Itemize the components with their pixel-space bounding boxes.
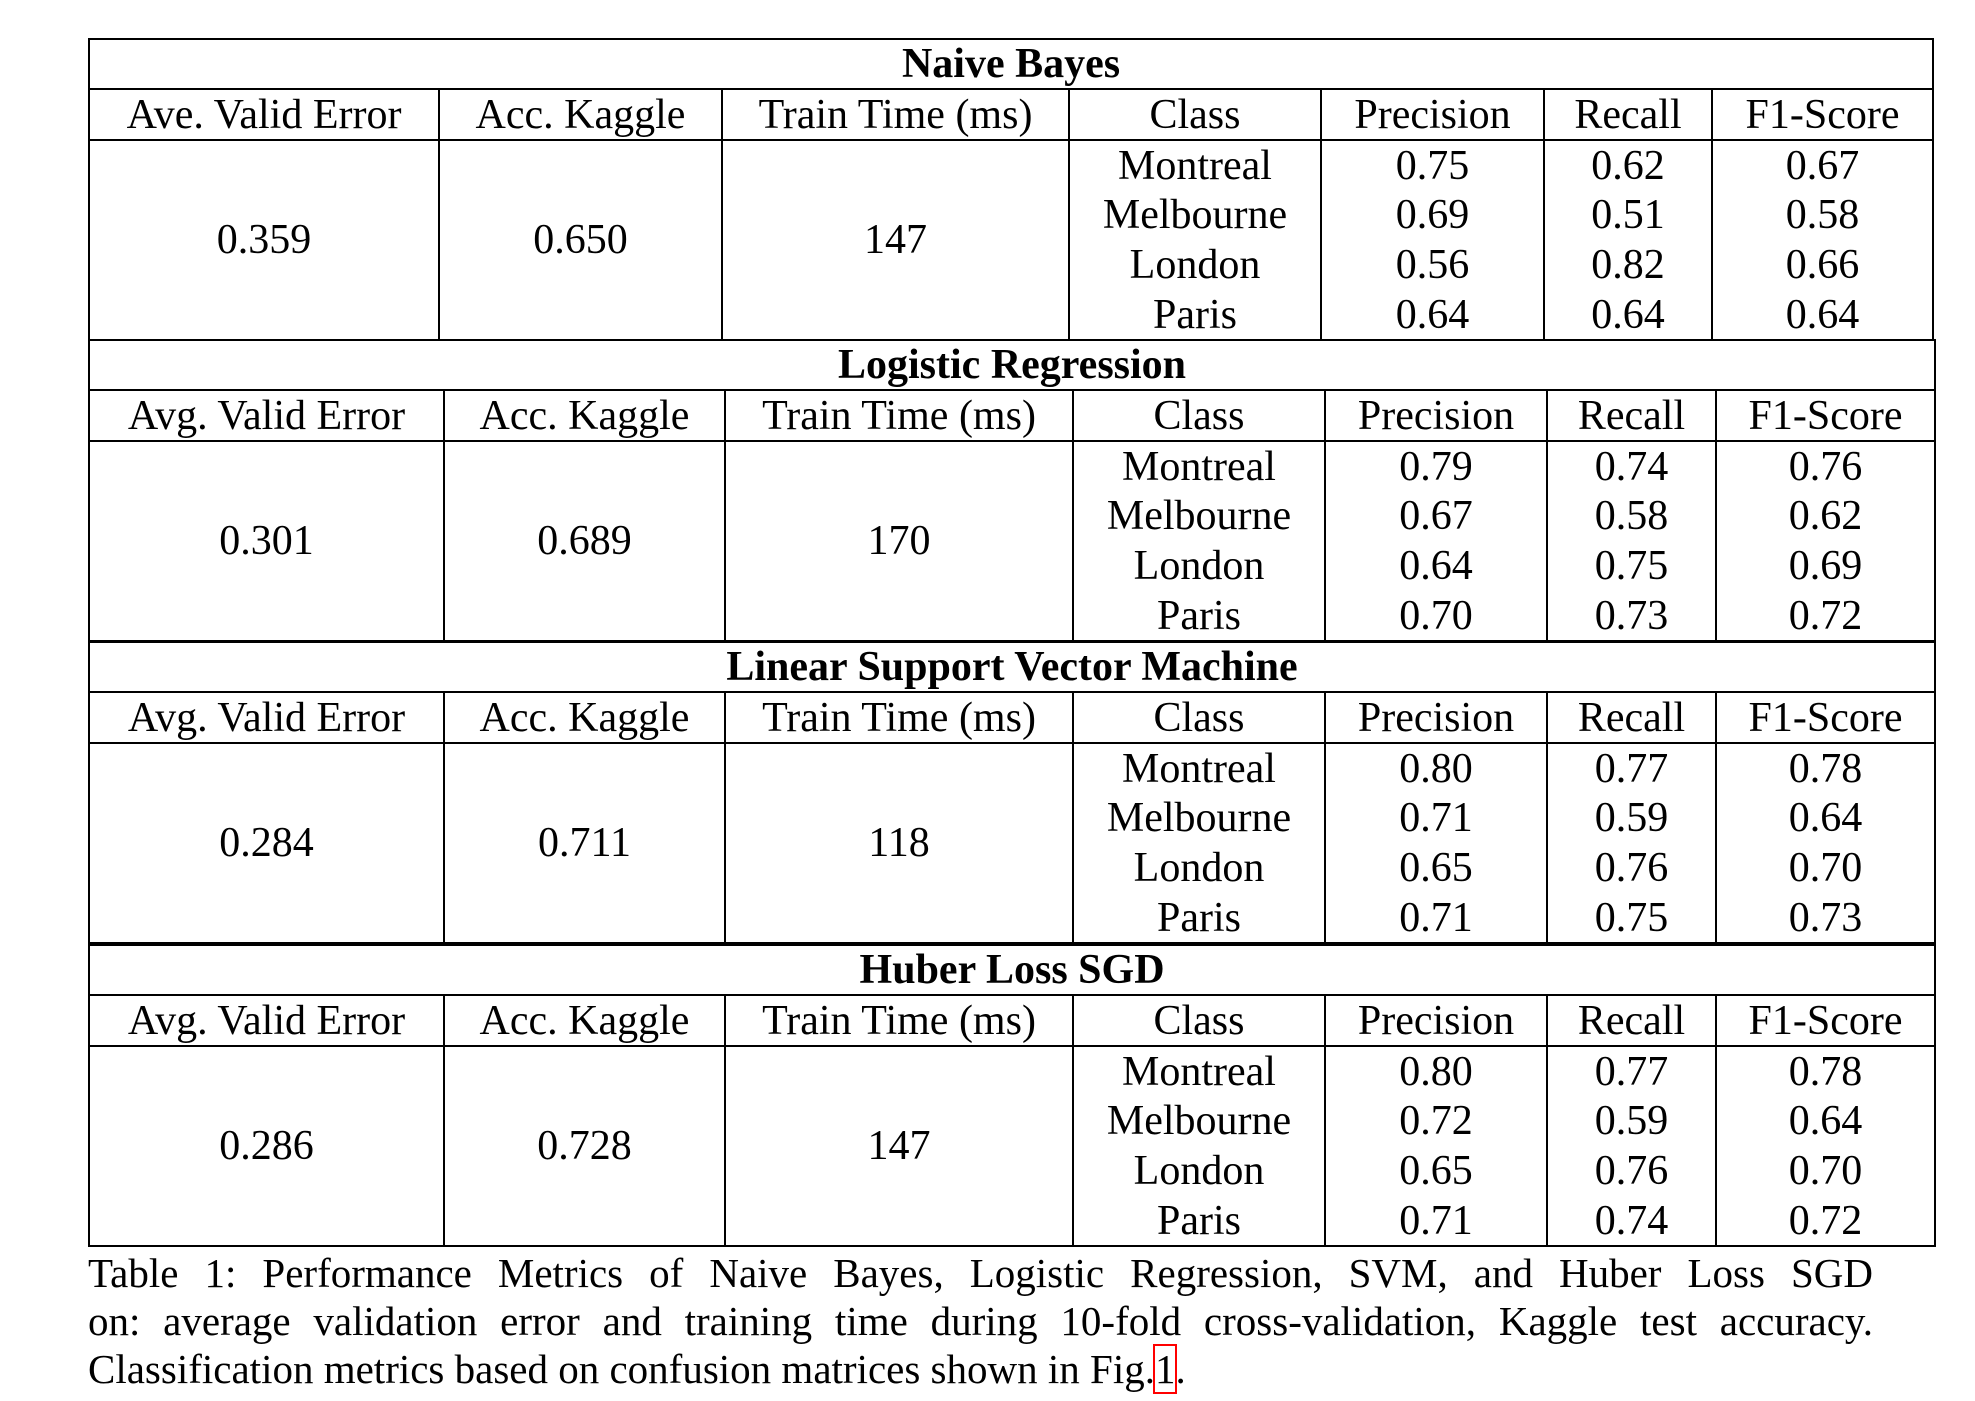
class-cell: Melbourne <box>1073 491 1325 541</box>
f1-score-cell: 0.66 <box>1712 240 1933 290</box>
figure-reference-link[interactable]: 1 <box>1154 1346 1176 1392</box>
f1-score-cell: 0.64 <box>1716 1096 1935 1146</box>
f1-score-cell: 0.69 <box>1716 541 1935 591</box>
col-header-class: Class <box>1069 89 1321 140</box>
class-cell: Montreal <box>1073 1046 1325 1096</box>
caption-line: on: average validation error and training time during 10-fold cross-validation, Kaggle test accuracy. <box>88 1298 1873 1344</box>
f1-score-cell: 0.62 <box>1716 491 1935 541</box>
f1-score-cell: 0.70 <box>1716 1146 1935 1196</box>
avg-valid-error-value: 0.359 <box>89 140 439 340</box>
recall-cell: 0.77 <box>1547 1046 1716 1096</box>
precision-cell: 0.65 <box>1325 843 1547 893</box>
table-row <box>89 441 1935 491</box>
recall-cell: 0.76 <box>1547 843 1716 893</box>
col-header-precision: Precision <box>1321 89 1544 140</box>
col-header-acc-kaggle: Acc. Kaggle <box>444 995 725 1046</box>
caption-line-text: Classification metrics based on confusion matrices shown in Fig. <box>88 1346 1155 1392</box>
avg-valid-error-value: 0.286 <box>89 1046 444 1246</box>
col-header-precision: Precision <box>1325 692 1547 743</box>
class-cell: Paris <box>1069 290 1321 340</box>
col-header-class: Class <box>1073 390 1325 441</box>
col-header-f1-score: F1-Score <box>1716 692 1935 743</box>
recall-cell: 0.75 <box>1547 541 1716 591</box>
recall-cell: 0.77 <box>1547 743 1716 793</box>
class-cell: Paris <box>1073 591 1325 641</box>
recall-cell: 0.59 <box>1547 793 1716 843</box>
train-time-value: 170 <box>725 441 1073 641</box>
col-header-class: Class <box>1073 692 1325 743</box>
col-header-acc-kaggle: Acc. Kaggle <box>444 692 725 743</box>
class-cell: London <box>1073 1146 1325 1196</box>
precision-cell: 0.64 <box>1321 290 1544 340</box>
col-header-recall: Recall <box>1547 692 1716 743</box>
class-cell: Melbourne <box>1073 1096 1325 1146</box>
recall-cell: 0.58 <box>1547 491 1716 541</box>
recall-cell: 0.59 <box>1547 1096 1716 1146</box>
class-cell: Montreal <box>1069 140 1321 190</box>
col-header-class: Class <box>1073 995 1325 1046</box>
recall-cell: 0.62 <box>1544 140 1712 190</box>
col-header-precision: Precision <box>1325 995 1547 1046</box>
col-header-acc-kaggle: Acc. Kaggle <box>444 390 725 441</box>
train-time-value: 147 <box>725 1046 1073 1246</box>
class-cell: Montreal <box>1073 743 1325 793</box>
f1-score-cell: 0.64 <box>1712 290 1933 340</box>
col-header-recall: Recall <box>1547 995 1716 1046</box>
table-title: Logistic Regression <box>89 340 1935 390</box>
col-header-avg-valid-error: Avg. Valid Error <box>89 692 444 743</box>
class-cell: Melbourne <box>1073 793 1325 843</box>
acc-kaggle-value: 0.689 <box>444 441 725 641</box>
precision-cell: 0.64 <box>1325 541 1547 591</box>
precision-cell: 0.80 <box>1325 743 1547 793</box>
col-header-f1-score: F1-Score <box>1716 390 1935 441</box>
precision-cell: 0.71 <box>1325 893 1547 943</box>
precision-cell: 0.71 <box>1325 1196 1547 1246</box>
f1-score-cell: 0.73 <box>1716 893 1935 943</box>
naive-bayes-table <box>88 38 1934 341</box>
table-row <box>89 743 1935 793</box>
f1-score-cell: 0.76 <box>1716 441 1935 491</box>
col-header-recall: Recall <box>1547 390 1716 441</box>
f1-score-cell: 0.72 <box>1716 1196 1935 1246</box>
precision-cell: 0.71 <box>1325 793 1547 843</box>
train-time-value: 118 <box>725 743 1073 943</box>
table-title: Huber Loss SGD <box>89 945 1935 995</box>
precision-cell: 0.75 <box>1321 140 1544 190</box>
f1-score-cell: 0.67 <box>1712 140 1933 190</box>
precision-cell: 0.56 <box>1321 240 1544 290</box>
col-header-train-time: Train Time (ms) <box>722 89 1069 140</box>
col-header-f1-score: F1-Score <box>1716 995 1935 1046</box>
f1-score-cell: 0.64 <box>1716 793 1935 843</box>
col-header-acc-kaggle: Acc. Kaggle <box>439 89 722 140</box>
table-row <box>89 1046 1935 1096</box>
col-header-f1-score: F1-Score <box>1712 89 1933 140</box>
precision-cell: 0.70 <box>1325 591 1547 641</box>
caption-line: Table 1: Performance Metrics of Naive Bayes, Logistic Regression, SVM, and Huber Loss SGD <box>88 1250 1873 1296</box>
avg-valid-error-value: 0.301 <box>89 441 444 641</box>
class-cell: Montreal <box>1073 441 1325 491</box>
col-header-train-time: Train Time (ms) <box>725 995 1073 1046</box>
class-cell: London <box>1073 843 1325 893</box>
caption-period: . <box>1175 1346 1186 1392</box>
recall-cell: 0.76 <box>1547 1146 1716 1196</box>
col-header-avg-valid-error: Avg. Valid Error <box>89 995 444 1046</box>
avg-valid-error-value: 0.284 <box>89 743 444 943</box>
acc-kaggle-value: 0.650 <box>439 140 722 340</box>
col-header-train-time: Train Time (ms) <box>725 390 1073 441</box>
class-cell: Paris <box>1073 1196 1325 1246</box>
f1-score-cell: 0.78 <box>1716 743 1935 793</box>
table-title: Linear Support Vector Machine <box>89 642 1935 692</box>
f1-score-cell: 0.58 <box>1712 190 1933 240</box>
recall-cell: 0.75 <box>1547 893 1716 943</box>
col-header-avg-valid-error: Ave. Valid Error <box>89 89 439 140</box>
table-row <box>89 140 1933 190</box>
precision-cell: 0.72 <box>1325 1096 1547 1146</box>
huber-loss-sgd-table <box>88 944 1936 1247</box>
f1-score-cell: 0.70 <box>1716 843 1935 893</box>
f1-score-cell: 0.72 <box>1716 591 1935 641</box>
precision-cell: 0.80 <box>1325 1046 1547 1096</box>
acc-kaggle-value: 0.711 <box>444 743 725 943</box>
linear-svm-table <box>88 641 1936 944</box>
table-caption <box>88 1249 1873 1393</box>
caption-line <box>88 1345 1873 1393</box>
precision-cell: 0.67 <box>1325 491 1547 541</box>
col-header-recall: Recall <box>1544 89 1712 140</box>
recall-cell: 0.74 <box>1547 1196 1716 1246</box>
precision-cell: 0.79 <box>1325 441 1547 491</box>
logistic-regression-table <box>88 339 1936 642</box>
recall-cell: 0.73 <box>1547 591 1716 641</box>
precision-cell: 0.69 <box>1321 190 1544 240</box>
train-time-value: 147 <box>722 140 1069 340</box>
recall-cell: 0.64 <box>1544 290 1712 340</box>
class-cell: Paris <box>1073 893 1325 943</box>
col-header-avg-valid-error: Avg. Valid Error <box>89 390 444 441</box>
col-header-train-time: Train Time (ms) <box>725 692 1073 743</box>
class-cell: Melbourne <box>1069 190 1321 240</box>
col-header-precision: Precision <box>1325 390 1547 441</box>
table-title: Naive Bayes <box>89 39 1933 89</box>
recall-cell: 0.82 <box>1544 240 1712 290</box>
recall-cell: 0.74 <box>1547 441 1716 491</box>
class-cell: London <box>1073 541 1325 591</box>
f1-score-cell: 0.78 <box>1716 1046 1935 1096</box>
precision-cell: 0.65 <box>1325 1146 1547 1196</box>
class-cell: London <box>1069 240 1321 290</box>
recall-cell: 0.51 <box>1544 190 1712 240</box>
acc-kaggle-value: 0.728 <box>444 1046 725 1246</box>
